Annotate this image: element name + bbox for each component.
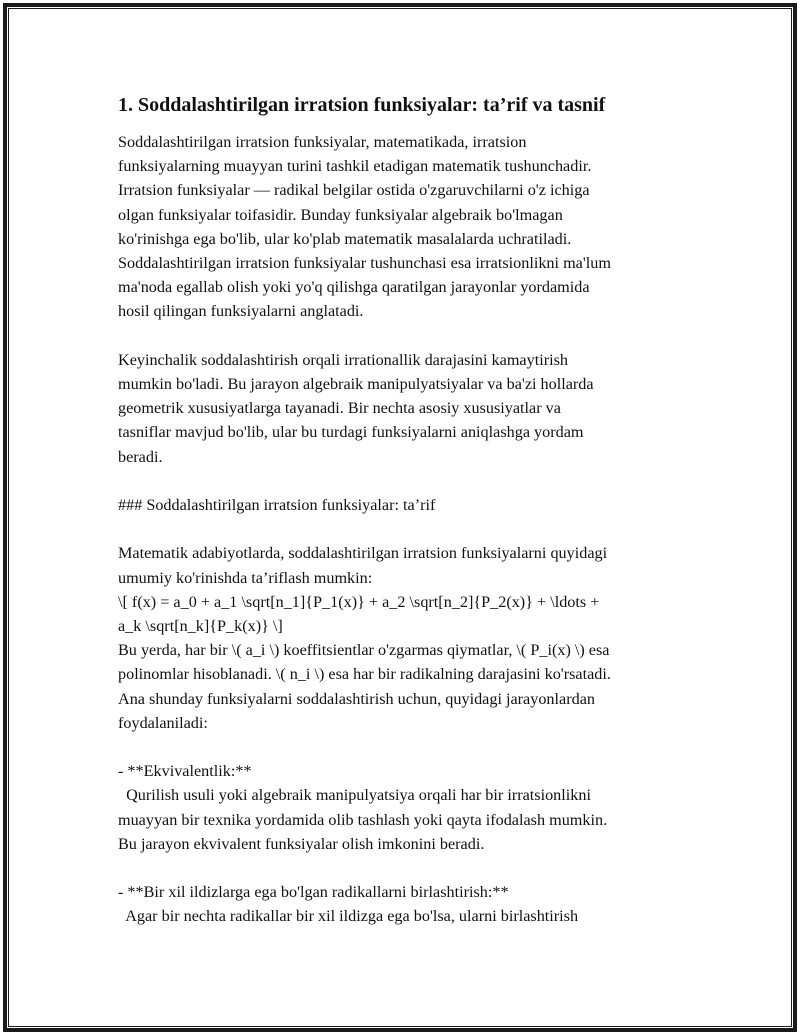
text-line: Agar bir nechta radikallar bir xil ildizga ega bo'lsa, ularni birlashtirish (118, 907, 579, 926)
text-line: umumiy ko'rinishda ta’riflash mumkin: (118, 568, 373, 587)
text-line: Keyinchalik soddalashtirish orqali irrationallik darajasini kamaytirish (118, 350, 568, 369)
blank-line (118, 735, 698, 759)
text-line: ko'rinishga ega bo'lib, ular ko'plab matematik masalalarda uchratiladi. (118, 229, 572, 248)
text-line: ma'noda egallab olish yoki yo'q qilishga qaratilgan jarayonlar yordamida (118, 278, 590, 297)
text-line: Soddalashtirilgan irratsion funksiyalar, matematikada, irratsion (118, 133, 527, 151)
text-line: mumkin bo'ladi. Bu jarayon algebraik manipulyatsiyalar va ba'zi hollarda (118, 375, 594, 394)
text-line: geometrik xususiyatlarga tayanadi. Bir nechta asosiy xususiyatlar va (118, 399, 561, 418)
section-heading: 1. Soddalashtirilgan irratsion funksiyalar: ta’rif va tasnif (118, 94, 606, 116)
text-line: Qurilish usuli yoki algebraik manipulyatsiya orqali har bir irratsionlikni (118, 786, 591, 805)
text-line: tasniflar mavjud bo'lib, ular bu turdagi funksiyalarni aniqlashga yordam (118, 423, 584, 442)
blank-line (118, 517, 698, 541)
text-line: foydalaniladi: (118, 713, 208, 732)
text-line: polinomlar hisoblanadi. \( n_i \) esa har bir radikalning darajasini ko'rsatadi. (118, 665, 611, 684)
text-line: - **Bir xil ildizlarga ega bo'lgan radikallarni birlashtirish:** (118, 883, 509, 902)
text-line: Soddalashtirilgan irratsion funksiyalar tushunchasi esa irratsionlikni ma'lum (118, 254, 611, 273)
blank-line (118, 469, 698, 493)
text-line: olgan funksiyalar toifasidir. Bunday funksiyalar algebraik bo'lmagan (118, 205, 563, 224)
text-line: Irratsion funksiyalar — radikal belgilar ostida o'zgaruvchilarni o'z ichiga (118, 181, 590, 200)
text-line: ### Soddalashtirilgan irratsion funksiyalar: ta’rif (118, 496, 436, 515)
text-line: Matematik adabiyotlarda, soddalashtirilgan irratsion funksiyalarni quyidagi (118, 544, 608, 563)
text-line: Bu yerda, har bir \( a_i \) koeffitsientlar o'zgarmas qiymatlar, \( P_i(x) \) esa (118, 641, 610, 660)
text-line: beradi. (118, 447, 163, 466)
text-line: - **Ekvivalentlik:** (118, 762, 252, 781)
document-body (118, 92, 698, 929)
text-line: funksiyalarning muayyan turini tashkil etadigan matematik tushunchadir. (118, 157, 592, 176)
text-line: muayyan bir texnika yordamida olib tashlash yoki qayta ifodalash mumkin. (118, 810, 608, 829)
text-line: Ana shunday funksiyalarni soddalashtirish uchun, quyidagi jarayonlardan (118, 689, 595, 708)
text-line: \[ f(x) = a_0 + a_1 \sqrt[n_1]{P_1(x)} + a_2 \sqrt[n_2]{P_2(x)} + \ldots + (118, 592, 600, 611)
text-line: a_k \sqrt[n_k]{P_k(x)} \] (118, 617, 283, 636)
text-line: hosil qilingan funksiyalarni anglatadi. (118, 302, 364, 321)
text-line: Bu jarayon ekvivalent funksiyalar olish imkonini beradi. (118, 834, 485, 853)
blank-line (118, 856, 698, 880)
blank-line (118, 324, 698, 348)
paragraph-lines (118, 130, 698, 929)
